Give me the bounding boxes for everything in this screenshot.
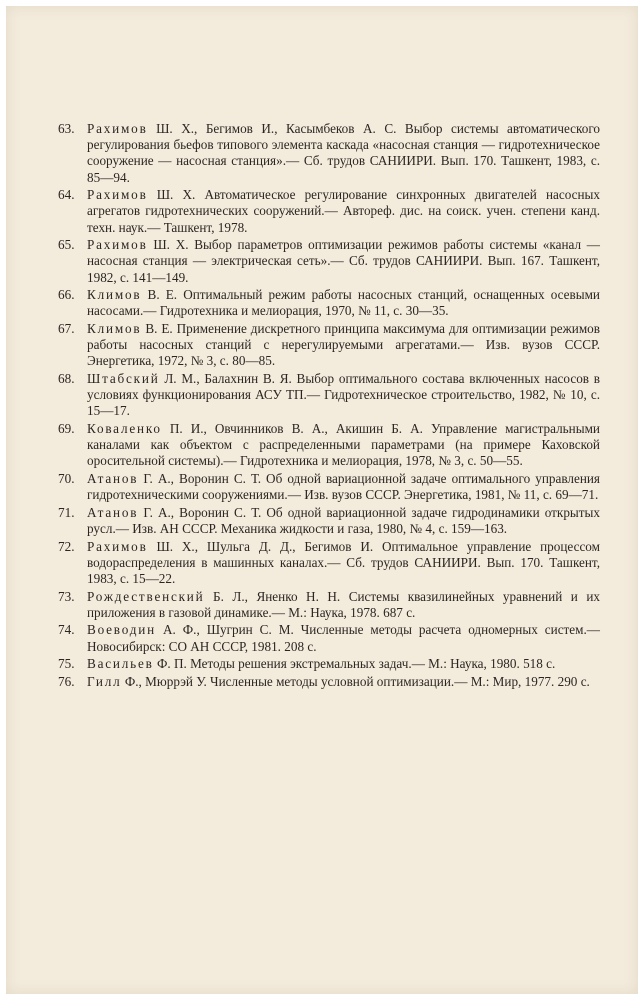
reference-citation: Г. А., Воронин С. Т. Об одной вариационной задаче гидродинамики открытых русл.— Изв. АН СССР. Механика жидкости и газа, 1980, № 4, с. 159—163. xyxy=(87,504,600,536)
reference-citation: Ш. Х., Шульга Д. Д., Бегимов И. Оптимальное управление процессом водораспределения в машинных каналах.— Сб. трудов САНИИРИ. Вып. 170. Ташкент, 1983, с. 15—22. xyxy=(87,538,600,586)
reference-citation: Ш. Х. Автоматическое регулирование синхронных двигателей насосных агрегатов гидротехнических сооружений.— Автореф. дис. на соиск. учен. степени канд. техн. наук.— Ташкент, 1978. xyxy=(87,187,600,235)
reference-citation: Л. М., Балахнин В. Я. Выбор оптимального состава включенных насосов в условиях функционирования АСУ ТП.— Гидротехническое строительство, 1982, № 10, с. 15—17. xyxy=(87,371,600,419)
reference-text xyxy=(87,589,600,621)
reference-number: 63. xyxy=(58,121,75,136)
reference-first-author: Штабский xyxy=(87,371,160,386)
reference-number: 67. xyxy=(58,321,75,336)
reference-item xyxy=(58,471,600,503)
reference-item xyxy=(58,121,600,186)
reference-item xyxy=(58,371,600,420)
reference-item xyxy=(58,622,600,654)
reference-first-author: Васильев xyxy=(87,656,154,672)
reference-item xyxy=(58,321,600,370)
reference-first-author: Атанов xyxy=(87,471,139,486)
book-page xyxy=(6,6,638,994)
reference-number: 76. xyxy=(58,673,75,689)
reference-number: 68. xyxy=(58,371,75,386)
reference-item xyxy=(58,287,600,319)
reference-text xyxy=(87,421,600,470)
reference-item xyxy=(58,539,600,588)
reference-first-author: Рождественский xyxy=(87,588,205,604)
reference-first-author: Климов xyxy=(87,321,142,336)
reference-item xyxy=(58,505,600,537)
reference-text xyxy=(87,371,600,420)
reference-first-author: Климов xyxy=(87,287,142,303)
reference-text xyxy=(87,237,600,286)
reference-number: 75. xyxy=(58,656,75,672)
reference-number: 64. xyxy=(58,187,75,203)
reference-citation: Ш. Х., Бегимов И., Касымбеков А. С. Выбор системы автоматического регулирования бьефов типового элемента каскада «насосная станция — гидротехническое сооружение — насосная станция».— Сб. трудов САНИИРИ. Вып. 170. Ташкент, 1983, с. 85—94. xyxy=(87,121,600,185)
reference-number: 72. xyxy=(58,538,75,554)
reference-text xyxy=(87,505,600,537)
reference-number: 70. xyxy=(58,471,75,486)
reference-citation: Ш. Х. Выбор параметров оптимизации режимов работы системы «канал — насосная станция — электрическая сеть».— Сб. трудов САНИИРИ. Вып. 167. Ташкент, 1982, с. 141—149. xyxy=(87,237,600,285)
reference-citation: П. И., Овчинников В. А., Акишин Б. А. Управление магистральными каналами как объектом с распределенными параметрами (на примере Каховской оросительной системы).— Гидротехника и мелиорация, 1978, № 3, с. 50—55. xyxy=(87,421,600,469)
reference-text xyxy=(87,121,600,186)
reference-text xyxy=(87,471,600,503)
reference-text xyxy=(87,187,600,236)
reference-first-author: Рахимов xyxy=(87,121,148,136)
reference-item xyxy=(58,589,600,621)
reference-citation: В. Е. Оптимальный режим работы насосных станций, оснащенных осевыми насосами.— Гидротехника и мелиорация, 1970, № 11, с. 30—35. xyxy=(87,287,600,319)
reference-citation: Б. Л., Яненко Н. Н. Системы квазилинейных уравнений и их приложения в газовой динамике.— М.: Наука, 1978. 687 с. xyxy=(87,588,600,620)
reference-text xyxy=(87,622,600,654)
reference-text xyxy=(87,674,600,690)
reference-item xyxy=(58,656,600,672)
reference-citation: В. Е. Применение дискретного принципа максимума для оптимизации режимов работы насосных станций с нерегулируемыми агрегатами.— Изв. вузов СССР. Энергетика, 1972, № 3, с. 80—85. xyxy=(87,321,600,369)
reference-item xyxy=(58,421,600,470)
reference-number: 74. xyxy=(58,622,75,638)
reference-citation: Г. А., Воронин С. Т. Об одной вариационной задаче оптимального управления гидротехническими сооружениями.— Изв. вузов СССР. Энергетика, 1981, № 11, с. 69—71. xyxy=(87,471,600,503)
reference-number: 66. xyxy=(58,287,75,303)
reference-item xyxy=(58,674,600,690)
reference-citation: А. Ф., Шугрин С. М. Численные методы расчета одномерных систем.— Новосибирск: СО АН СССР, 1981. 208 с. xyxy=(87,622,600,654)
reference-text xyxy=(87,287,600,319)
reference-number: 69. xyxy=(58,421,75,436)
reference-text xyxy=(87,321,600,370)
reference-first-author: Рахимов xyxy=(87,187,148,203)
reference-item xyxy=(58,187,600,236)
reference-list xyxy=(58,121,600,691)
reference-citation: Ф. П. Методы решения экстремальных задач.— М.: Наука, 1980. 518 с. xyxy=(153,656,556,672)
reference-first-author: Атанов xyxy=(87,504,139,520)
reference-first-author: Воеводин xyxy=(87,622,156,638)
reference-first-author: Рахимов xyxy=(87,237,148,253)
reference-first-author: Рахимов xyxy=(87,538,148,554)
reference-text xyxy=(87,539,600,588)
reference-number: 71. xyxy=(58,504,75,520)
reference-text xyxy=(87,656,600,672)
reference-number: 73. xyxy=(58,588,75,604)
reference-number: 65. xyxy=(58,237,75,253)
reference-first-author: Коваленко xyxy=(87,421,162,436)
reference-first-author: Гилл xyxy=(87,673,122,689)
reference-citation: Ф., Мюррэй У. Численные методы условной оптимизации.— М.: Мир, 1977. 290 с. xyxy=(121,673,590,689)
reference-item xyxy=(58,237,600,286)
